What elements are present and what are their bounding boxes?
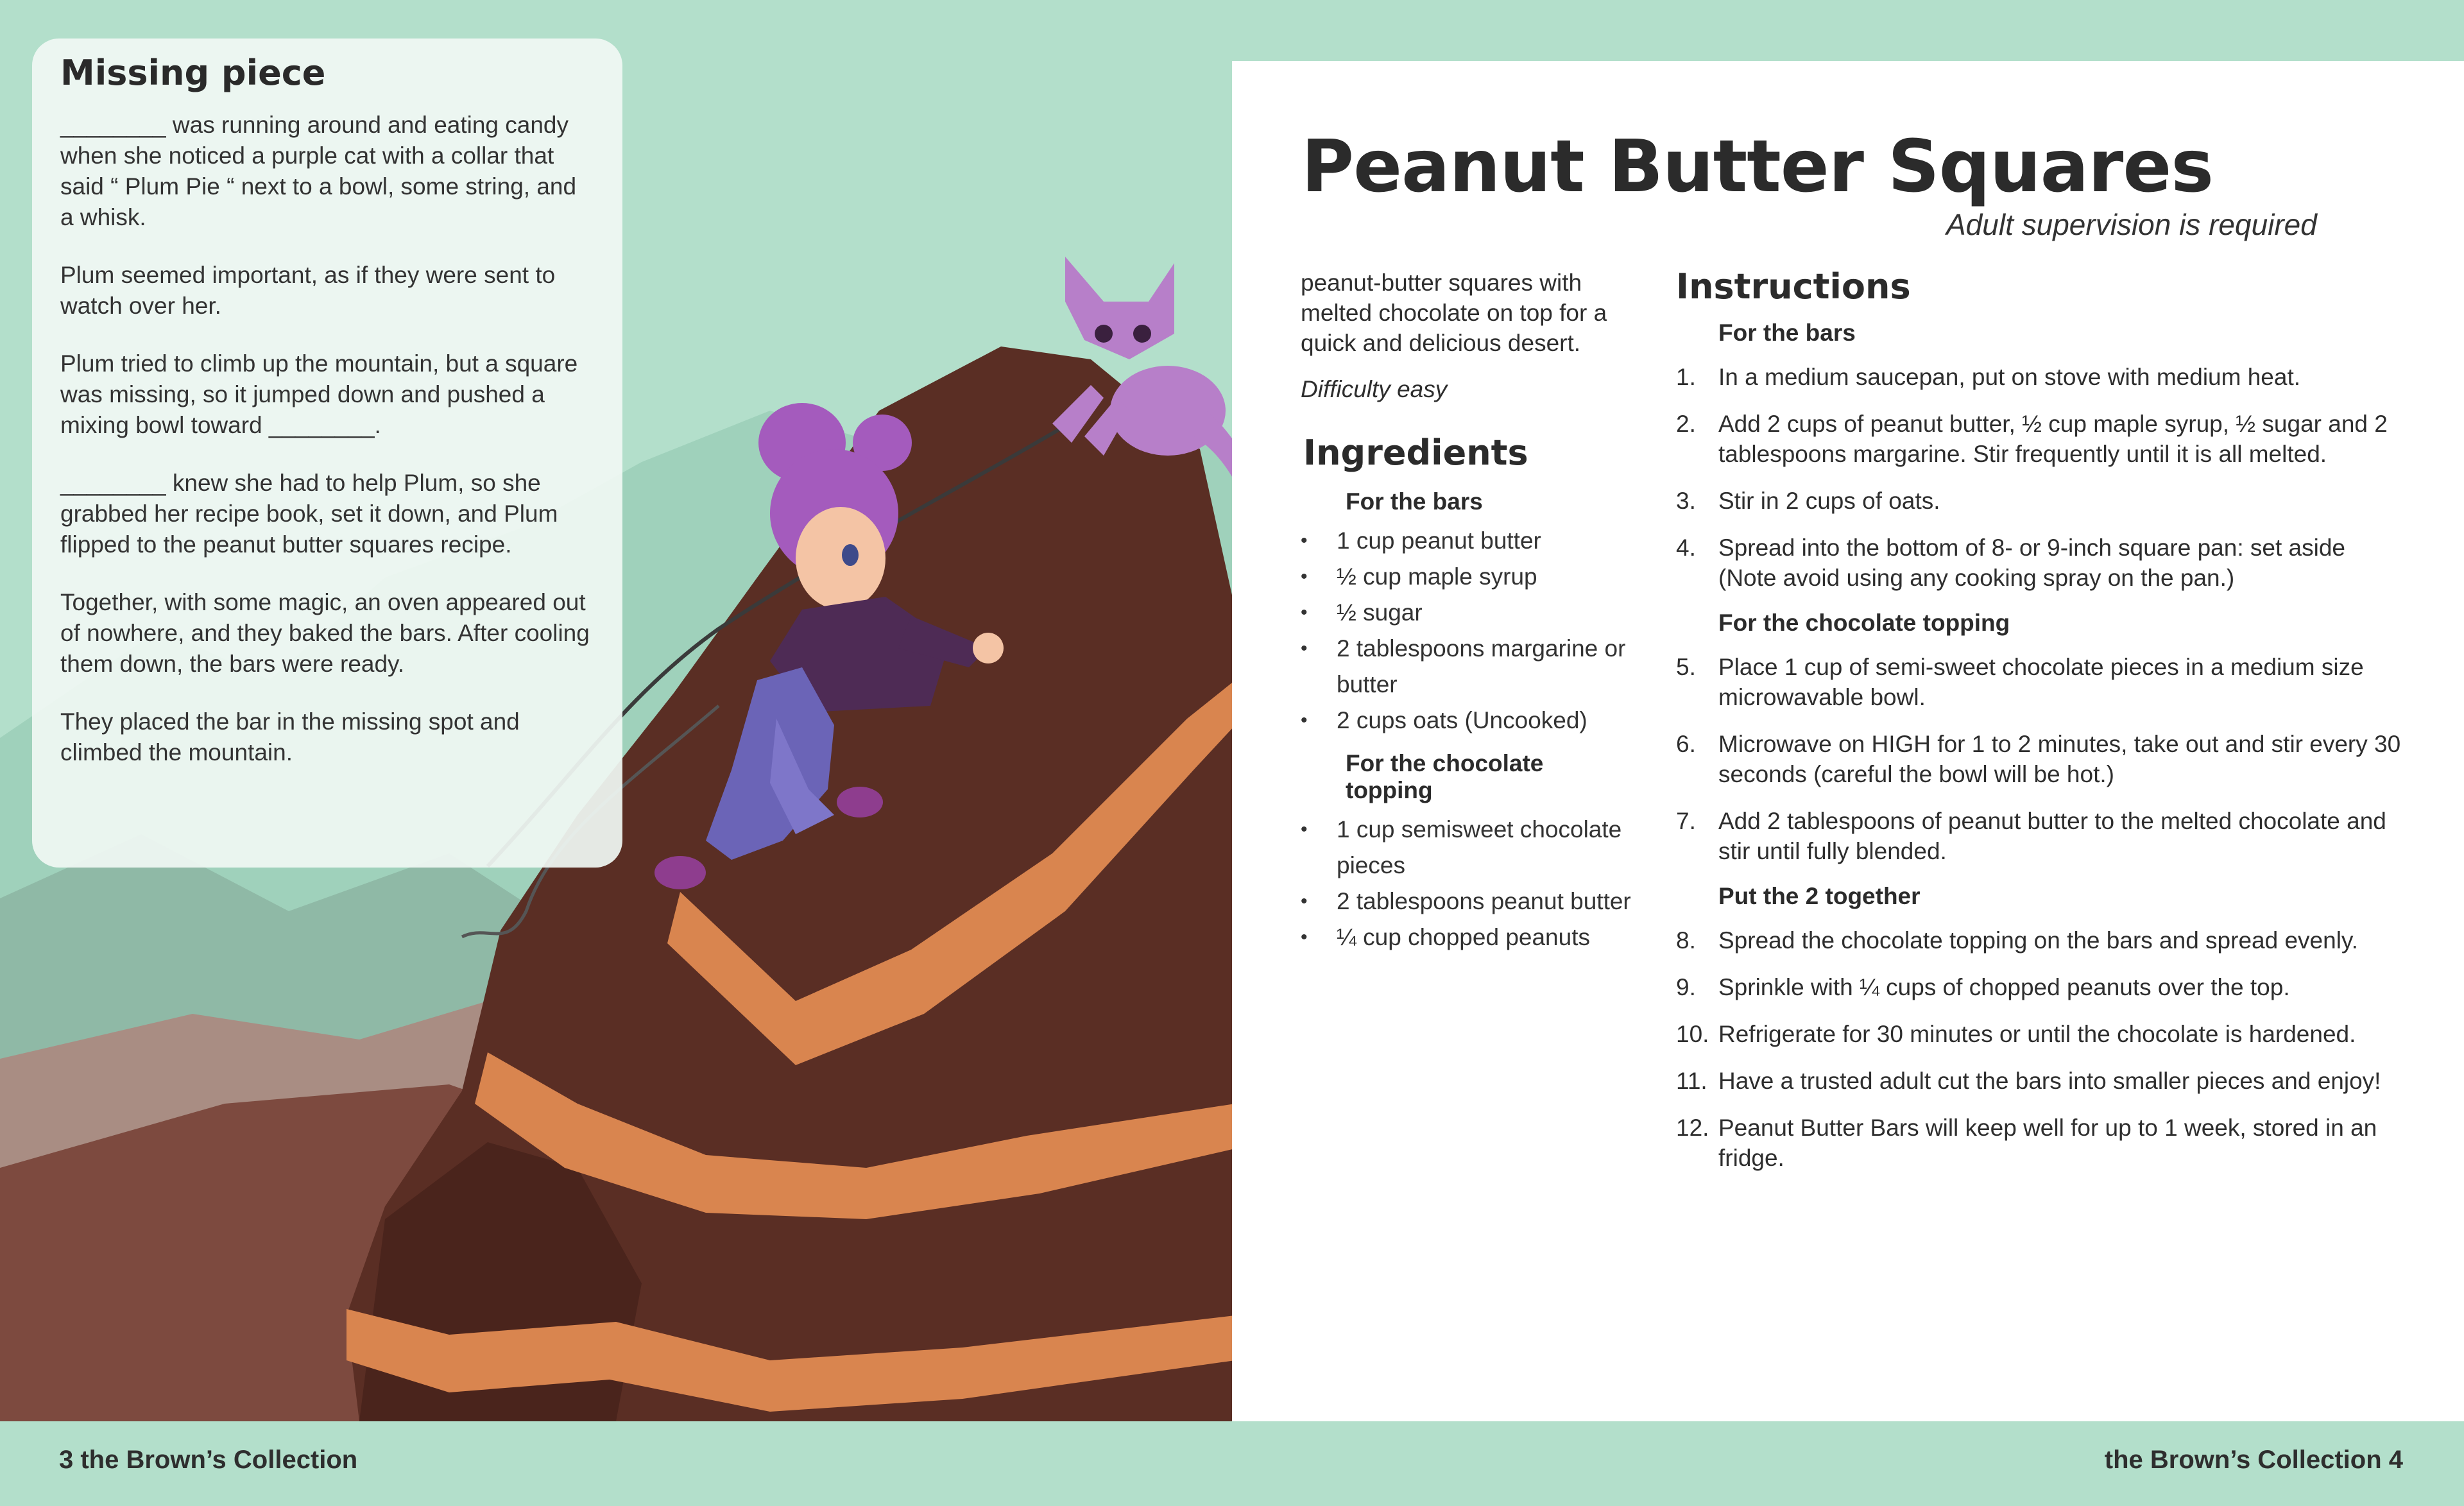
instructions-group-together-heading: Put the 2 together xyxy=(1718,883,1921,909)
instructions-column xyxy=(1676,266,2408,1190)
recipe-title: Peanut Butter Squares xyxy=(1301,125,2213,209)
bullet-icon: • xyxy=(1301,710,1308,731)
story-paragraph: ________ knew she had to help Plum, so she grabbed her recipe book, set it down, and Plum flipped to the peanut butter squares recipe. xyxy=(60,470,558,558)
bullet-icon: • xyxy=(1301,927,1308,948)
page-footer xyxy=(0,1421,2464,1506)
bullet-icon: • xyxy=(1301,819,1308,840)
story-title: Missing piece xyxy=(60,53,326,93)
ingredient-item: • 1 cup peanut butter xyxy=(1301,523,1634,559)
recipe-intro: peanut-butter squares with melted chocolate on top for a quick and delicious desert. xyxy=(1301,270,1607,356)
instructions-heading: Instructions xyxy=(1676,266,1911,307)
steps-list-bars xyxy=(1676,362,2408,593)
story-paragraph: Plum tried to climb up the mountain, but a square was missing, so it jumped down and pushed a mixing bowl toward ________. xyxy=(60,350,578,438)
bullet-icon: • xyxy=(1301,891,1308,912)
footer-right-page-label: the Brown’s Collection 4 xyxy=(2104,1446,2403,1474)
step-item: 2. Add 2 cups of peanut butter, ½ cup maple syrup, ½ sugar and 2 tablespoons margarine. Stir frequently until it is all melted. xyxy=(1676,411,2388,467)
ingredient-item: • 2 cups oats (Uncooked) xyxy=(1301,703,1634,739)
step-item: 8. Spread the chocolate topping on the bars and spread evenly. xyxy=(1676,927,2358,954)
step-item: 6. Microwave on HIGH for 1 to 2 minutes, take out and stir every 30 seconds (careful the bowl will be hot.) xyxy=(1676,731,2401,787)
supervision-note: Adult supervision is required xyxy=(1946,208,2317,241)
instructions-group-topping-heading: For the chocolate topping xyxy=(1718,610,2010,636)
ingredients-group-bars-heading: For the bars xyxy=(1346,488,1483,515)
step-item: 12. Peanut Butter Bars will keep well for up to 1 week, stored in an fridge. xyxy=(1676,1115,2377,1171)
step-item: 5. Place 1 cup of semi-sweet chocolate pieces in a medium size microwavable bowl. xyxy=(1676,654,2364,710)
story-panel xyxy=(32,39,622,868)
footer-left-page-label: 3 the Brown’s Collection xyxy=(59,1446,358,1474)
steps-list-together xyxy=(1676,925,2408,1173)
story-paragraph: They placed the bar in the missing spot and climbed the mountain. xyxy=(60,708,520,766)
ingredient-item: • ¼ cup chopped peanuts xyxy=(1301,920,1634,955)
step-item: 11. Have a trusted adult cut the bars into smaller pieces and enjoy! xyxy=(1676,1068,2381,1094)
ingredients-list-topping xyxy=(1301,812,1634,955)
story-paragraph: ________ was running around and eating candy when she noticed a purple cat with a collar that said “ Plum Pie “ next to a bowl, some string, and a whisk. xyxy=(60,112,577,230)
recipe-page xyxy=(1232,61,2464,1421)
difficulty-label: Difficulty easy xyxy=(1301,376,1448,402)
story-paragraph: Together, with some magic, an oven appeared out of nowhere, and they baked the bars. After cooling them down, the bars were ready. xyxy=(60,589,590,677)
step-item: 7. Add 2 tablespoons of peanut butter to the melted chocolate and stir until fully blended. xyxy=(1676,808,2386,864)
ingredient-item: • 1 cup semisweet chocolate pieces xyxy=(1301,812,1634,884)
bullet-icon: • xyxy=(1301,638,1308,659)
bullet-icon: • xyxy=(1301,566,1308,587)
step-item: 4. Spread into the bottom of 8- or 9-inch square pan: set aside (Note avoid using any cooking spray on the pan.) xyxy=(1676,535,2345,591)
ingredient-item: • ½ sugar xyxy=(1301,595,1634,631)
step-item: 10. Refrigerate for 30 minutes or until the chocolate is hardened. xyxy=(1676,1021,2356,1047)
bullet-icon: • xyxy=(1301,530,1308,551)
ingredient-item: • ½ cup maple syrup xyxy=(1301,559,1634,595)
story-paragraph: Plum seemed important, as if they were sent to watch over her. xyxy=(60,262,556,319)
ingredients-column xyxy=(1301,268,1634,967)
bullet-icon: • xyxy=(1301,602,1308,623)
instructions-group-bars-heading: For the bars xyxy=(1718,320,1856,346)
ingredient-item: • 2 tablespoons peanut butter xyxy=(1301,884,1634,920)
ingredients-heading: Ingredients xyxy=(1303,432,1528,473)
step-item: 1. In a medium saucepan, put on stove with medium heat. xyxy=(1676,364,2301,390)
ingredients-list-bars xyxy=(1301,523,1634,739)
ingredient-item: • 2 tablespoons margarine or butter xyxy=(1301,631,1634,703)
step-item: 9. Sprinkle with ¼ cups of chopped peanuts over the top. xyxy=(1676,974,2290,1000)
steps-list-topping xyxy=(1676,652,2408,866)
step-item: 3. Stir in 2 cups of oats. xyxy=(1676,488,1940,514)
ingredients-group-topping-heading: For the chocolate topping xyxy=(1346,750,1544,803)
